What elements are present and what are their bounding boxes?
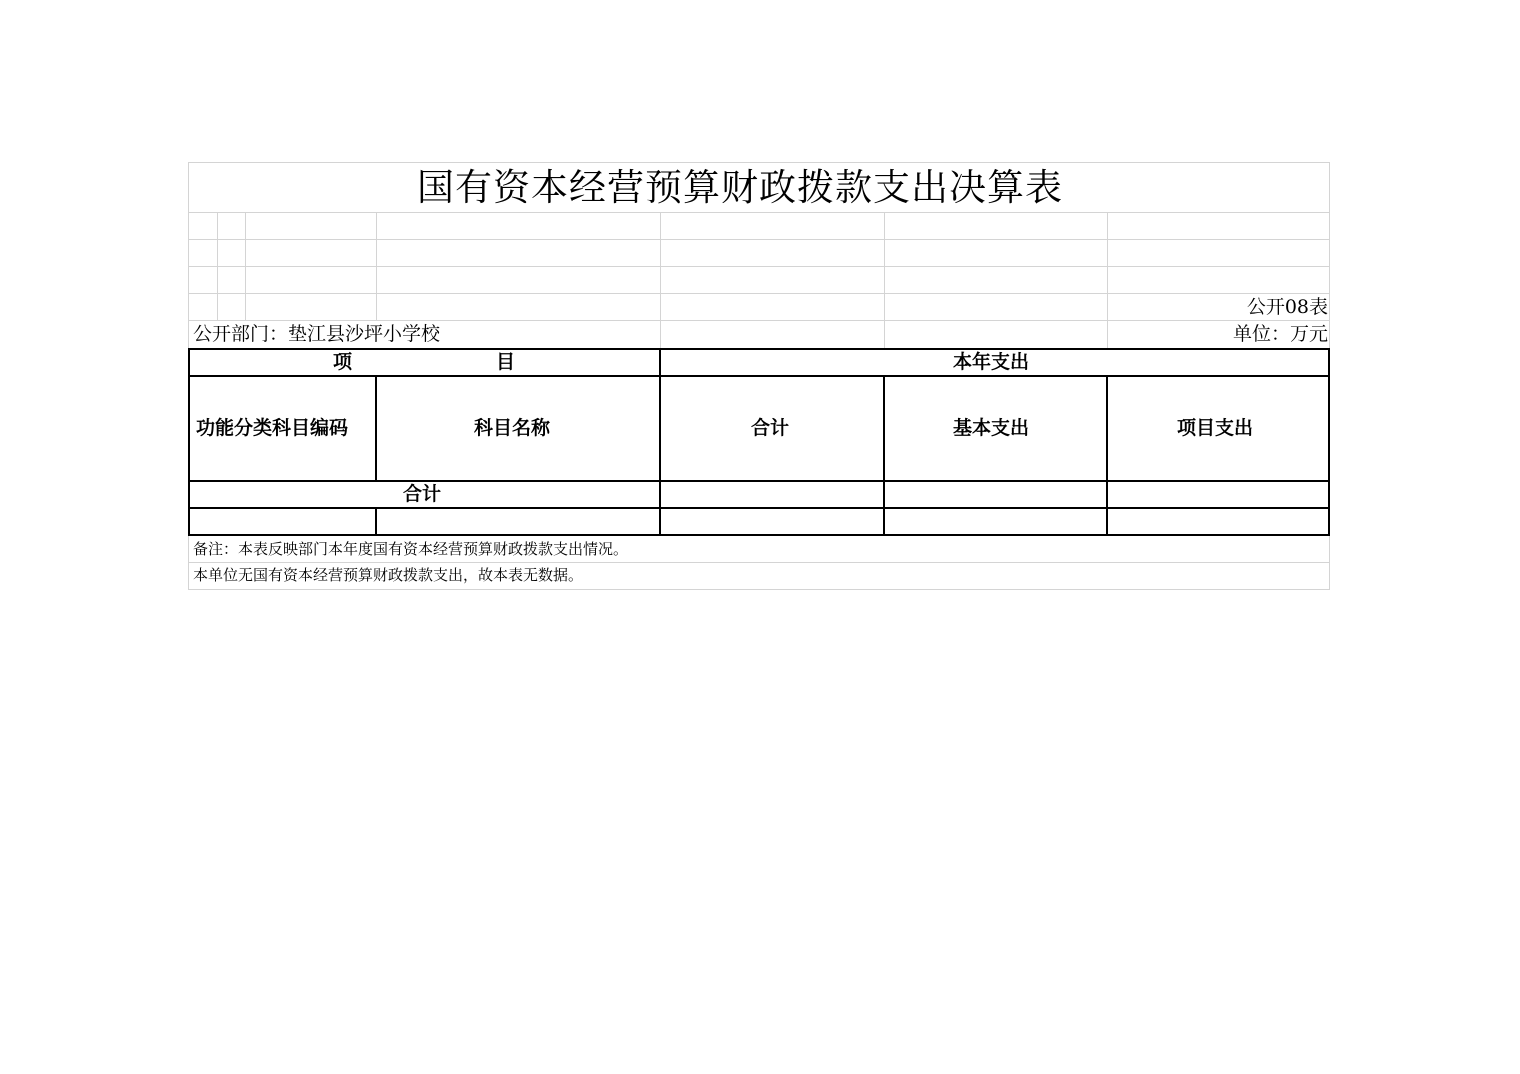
column-header-name: 科目名称 [474,417,551,439]
page-title: 国有资本经营预算财政拨款支出决算表 [417,166,1063,209]
column-header-code: 功能分类科目编码 [196,417,349,439]
grid-line [884,212,885,348]
grid-line [188,162,1330,163]
grid-line [245,212,246,320]
table-border [188,534,1330,536]
table-border [188,348,1330,350]
grid-line [188,266,1330,267]
table-border [659,348,661,536]
grid-line [188,239,1330,240]
grid-line [188,320,1330,321]
note-line-2: 本单位无国有资本经营预算财政拨款支出，故本表无数据。 [193,566,584,584]
column-header-total: 合计 [751,417,790,439]
column-header-basic: 基本支出 [953,417,1030,439]
item-group-header: 项 [333,351,353,373]
table-border [1106,375,1108,536]
table-border [188,375,1330,377]
table-border [188,507,1330,509]
table-border [375,375,377,481]
budget-sheet [188,162,1330,590]
table-border [883,375,885,536]
table-border [188,348,190,536]
table-border [375,507,377,535]
grid-line [660,212,661,348]
total-row-label: 合计 [403,483,442,505]
column-header-project: 项目支出 [1177,417,1254,439]
grid-line [376,212,377,320]
note-line-1: 备注：本表反映部门本年度国有资本经营预算财政拨款支出情况。 [193,540,629,558]
grid-line [188,293,1330,294]
unit-label: 单位：万元 [1232,323,1328,345]
table-border [188,480,1330,482]
grid-line [188,589,1330,590]
grid-line [1107,212,1108,348]
item-group-header-2: 目 [496,351,516,373]
form-number: 公开08表 [1246,296,1328,318]
department-label: 公开部门：垫江县沙坪小学校 [193,323,441,345]
table-border [1328,348,1330,536]
expense-group-header: 本年支出 [953,351,1030,373]
grid-line [188,562,1330,563]
grid-line [188,212,1330,213]
grid-line [217,212,218,320]
